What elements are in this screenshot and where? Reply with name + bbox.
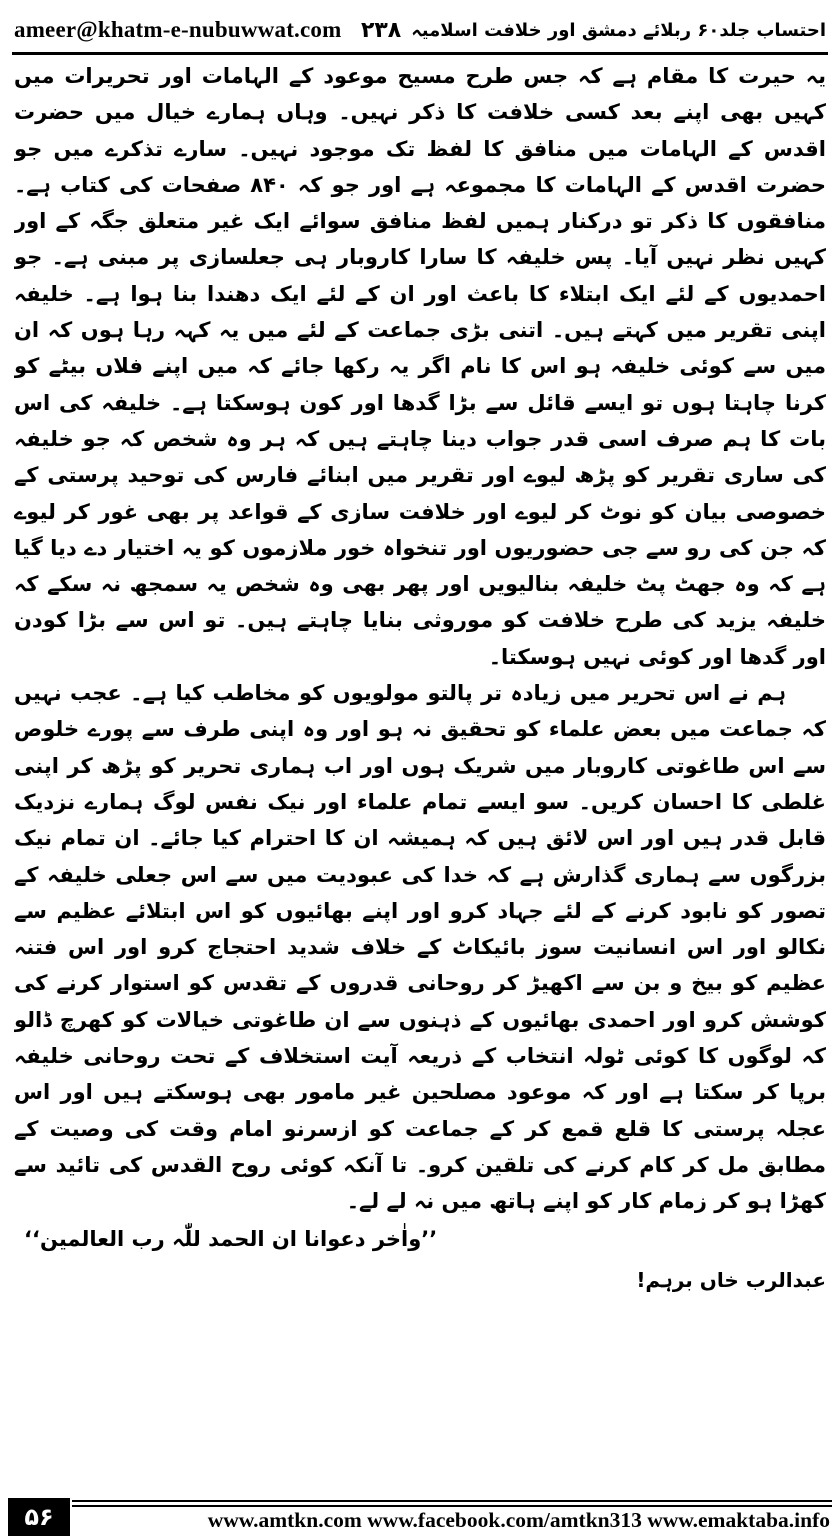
footer-links[interactable]: www.amtkn.com www.facebook.com/amtkn313 www.emaktaba.info [207, 1508, 830, 1532]
author-signature: عبدالرب خاں برہم! [636, 1267, 826, 1292]
page-footer [0, 1494, 840, 1540]
header-rule [12, 52, 828, 55]
running-head [361, 18, 826, 43]
header-email[interactable]: ameer@khatm-e-nubuwwat.com [14, 17, 342, 42]
footer-page-number: ۵۶ [8, 1498, 70, 1536]
paragraph-2: ہم نے اس تحریر میں زیادہ تر پالتو مولویوں کو مخاطب کیا ہے۔ عجب نہیں کہ جماعت میں بعض علماء کو تحقیق نہ ہو اور وہ اپنی طرف سے پورے خلوص سے اس طاغوتی کاروبار میں شریک ہوں اور اب ہماری تحریر کو پڑھ کر اپنی غلطی کا احسان کریں۔ سو ایسے تمام علماء اور نیک نفس لوگ ہمارے نزدیک قابل قدر ہیں اور اس لائق ہیں کہ ہمیشہ ان کا احترام کیا جائے۔ ان تمام نیک بزرگوں سے ہماری گذارش ہے کہ خدا کی عبودیت میں سے اس جعلی خلیفہ کے تصور کو نابود کرنے کے لئے جہاد کرو اور اپنے بھائیوں کو اس ابتلائے عظیم سے نکالو اور اس انسانیت سوز بائیکاٹ کے خلاف شدید احتجاج کرو اور اس فتنہ عظیم کو بیخ و بن سے اکھیڑ کر روحانی قدروں کے تقدس کو استوار کرنے کی کوشش کرو اور احمدی بھائیوں کے ذہنوں سے ان طاغوتی خیالات کو کھرچ ڈالو کہ لوگوں کا کوئی ٹولہ انتخاب کے ذریعہ آیت استخلاف کے تحت روحانی خلیفہ برپا کر سکتا ہے اور کہ موعود مصلحین غیر مامور بھی ہوسکتے ہیں اور اس عجلہ پرستی کا قلع قمع کر کے جماعت کو ازسرنو امام وقت کی وصیت کے مطابق مل کر کام کرنے کی تلقین کرو۔ تا آنکہ کوئی روح القدس کی تائید سے کھڑا ہو کر زمام کار کو اپنے ہاتھ میں نہ لے لے۔ [14, 681, 826, 1214]
closing-prayer: ’’واٰخر دعوانا ان الحمد للّٰہ رب العالمین‘‘ [24, 1226, 438, 1251]
header-page-number: ۲۳۸ [360, 17, 402, 43]
running-title: احتساب جلد۶۰ ربلائے دمشق اور خلافت اسلامیہ [411, 19, 826, 41]
page-body [14, 58, 826, 1456]
paragraph-1: یہ حیرت کا مقام ہے کہ جس طرح مسیح موعود کے الہامات اور تحریرات میں کہیں بھی اپنے بعد کسی خلافت کا ذکر نہیں۔ وہاں ہمارے خیال میں حضرت اقدس کے الہامات میں منافق کا لفظ تک موجود نہیں۔ سارے تذکرے میں جو حضرت اقدس کے الہامات کا مجموعہ ہے اور جو کہ ۸۴۰ صفحات کی کتاب ہے۔ منافقوں کا ذکر تو درکنار ہمیں لفظ منافق سوائے ایک غیر متعلق جگہ کے اور کہیں نظر نہیں آیا۔ پس خلیفہ کا سارا کاروبار ہی جعلسازی پر مبنی ہے۔ جو احمدیوں کے لئے ایک ابتلاء کا باعث اور ان کے لئے ایک دھندا بنا ہوا ہے۔ خلیفہ اپنی تقریر میں کہتے ہیں۔ اتنی بڑی جماعت کے لئے میں یہ کہہ رہا ہوں کہ ان میں سے کوئی خلیفہ ہو اس کا نام اگر یہ رکھا جائے کہ میں اپنے فلاں بیٹے کو کرنا چاہتا ہوں تو ایسے قائل سے بڑا گدھا اور کون ہوسکتا ہے۔ خلیفہ کی اس بات کا ہم صرف اسی قدر جواب دینا چاہتے ہیں کہ ہر وہ شخص کہ جو خلیفہ کی ساری تقریر کو پڑھ لیوے اور تقریر میں ابنائے فارس کی توحید پرستی کے خصوصی بیان کو نوٹ کر لیوے اور خلافت سازی کے قواعد پر بھی غور کر لیوے کہ جن کی رو سے جی حضوریوں اور تنخواہ خور ملازموں کو یہ اختیار دے دیا گیا ہے کہ وہ جھٹ پٹ خلیفہ بنالیویں اور پھر بھی وہ شخص یہ سمجھ نہ سکے کہ خلیفہ یزید کی طرح خلافت کو موروثی بنایا چاہتے ہیں۔ تو اس سے بڑا کودن اور گدھا اور کوئی نہیں ہوسکتا۔ [14, 64, 826, 669]
footer-rule-bottom [72, 1505, 832, 1507]
page-header [14, 10, 826, 50]
footer-rule-top [72, 1500, 832, 1502]
